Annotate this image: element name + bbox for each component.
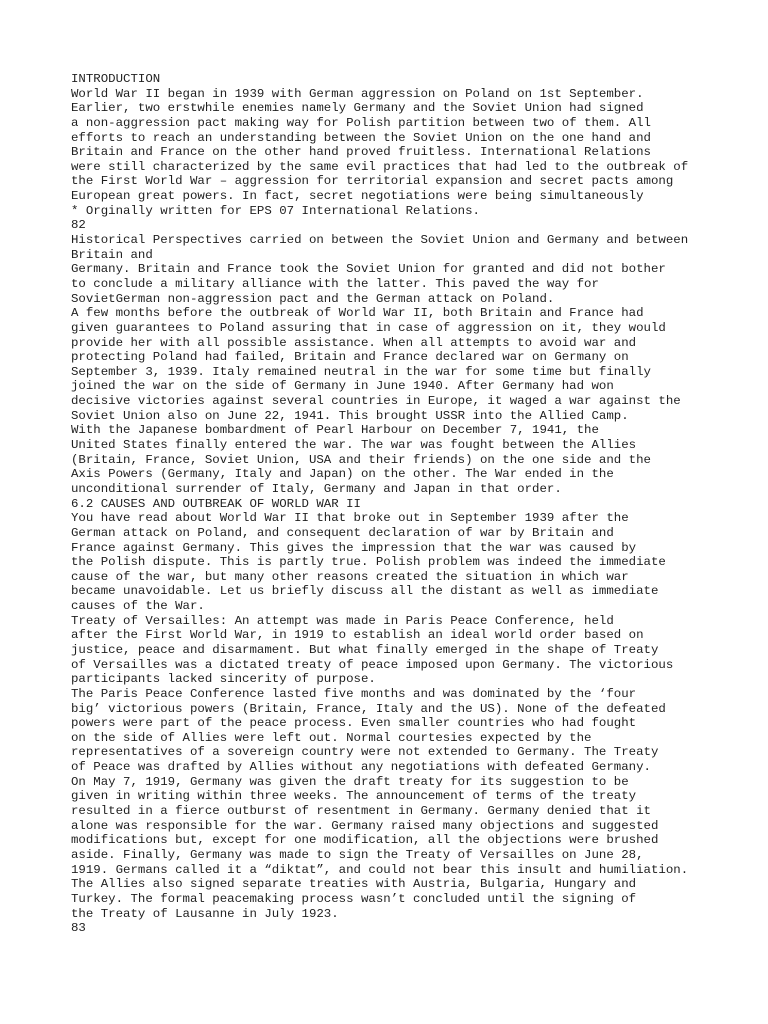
text-line: Germany. Britain and France took the Soviet Union for granted and did not bother bbox=[71, 262, 666, 277]
text-line: decisive victories against several countries in Europe, it waged a war against the bbox=[71, 394, 681, 409]
text-line: Turkey. The formal peacemaking process wasn’t concluded until the signing of bbox=[71, 891, 637, 906]
text-line: the Polish dispute. This is partly true. Polish problem was indeed the immediate bbox=[71, 555, 666, 570]
text-line: You have read about World War II that broke out in September 1939 after the bbox=[71, 511, 629, 526]
text-line: aside. Finally, Germany was made to sign the Treaty of Versailles on June 28, bbox=[71, 847, 644, 862]
text-line: Britain and France on the other hand proved fruitless. International Relations bbox=[71, 145, 651, 160]
text-line: given guarantees to Poland assuring that in case of aggression on it, they would bbox=[71, 320, 666, 335]
text-line: big’ victorious powers (Britain, France, Italy and the US). None of the defeated bbox=[71, 701, 666, 716]
text-line: Treaty of Versailles: An attempt was made in Paris Peace Conference, held bbox=[71, 613, 614, 628]
text-line: the Treaty of Lausanne in July 1923. bbox=[71, 906, 339, 921]
text-line: became unavoidable. Let us briefly discuss all the distant as well as immediate bbox=[71, 584, 659, 599]
text-line: On May 7, 1919, Germany was given the draft treaty for its suggestion to be bbox=[71, 774, 629, 789]
text-line: to conclude a military alliance with the latter. This paved the way for bbox=[71, 276, 599, 291]
text-line: (Britain, France, Soviet Union, USA and their friends) on the one side and the bbox=[71, 452, 651, 467]
text-line: after the First World War, in 1919 to establish an ideal world order based on bbox=[71, 628, 644, 643]
text-line: September 3, 1939. Italy remained neutral in the war for some time but finally bbox=[71, 364, 651, 379]
text-line: alone was responsible for the war. Germany raised many objections and suggested bbox=[71, 818, 659, 833]
text-line: causes of the War. bbox=[71, 599, 205, 614]
section-heading-causes: 6.2 CAUSES AND OUTBREAK OF WORLD WAR II bbox=[71, 496, 361, 511]
text-line: United States finally entered the war. The war was fought between the Allies bbox=[71, 438, 637, 453]
text-line: efforts to reach an understanding between the Soviet Union on the one hand and bbox=[71, 130, 651, 145]
text-line: German attack on Poland, and consequent declaration of war by Britain and bbox=[71, 525, 614, 540]
text-line: Britain and bbox=[71, 247, 153, 262]
text-line: representatives of a sovereign country were not extended to Germany. The Treaty bbox=[71, 745, 659, 760]
document-page bbox=[71, 72, 761, 936]
text-line: joined the war on the side of Germany in June 1940. After Germany had won bbox=[71, 379, 614, 394]
text-line: Soviet Union also on June 22, 1941. This brought USSR into the Allied Camp. bbox=[71, 408, 629, 423]
text-line: of Versailles was a dictated treaty of peace imposed upon Germany. The victorious bbox=[71, 657, 674, 672]
page-number: 82 bbox=[71, 218, 86, 233]
text-line: Axis Powers (Germany, Italy and Japan) on the other. The War ended in the bbox=[71, 467, 614, 482]
text-line: on the side of Allies were left out. Normal courtesies expected by the bbox=[71, 730, 592, 745]
text-line: France against Germany. This gives the impression that the war was caused by bbox=[71, 540, 637, 555]
text-line: SovietGerman non-aggression pact and the German attack on Poland. bbox=[71, 291, 555, 306]
text-line: participants lacked sincerity of purpose. bbox=[71, 672, 376, 687]
text-line: provide her with all possible assistance. When all attempts to avoid war and bbox=[71, 335, 637, 350]
section-heading-introduction: INTRODUCTION bbox=[71, 72, 161, 86]
text-line: World War II began in 1939 with German aggression on Poland on 1st September. bbox=[71, 86, 644, 101]
text-line: were still characterized by the same evil practices that had led to the outbreak of bbox=[71, 159, 689, 174]
text-line: 1919. Germans called it a “diktat”, and could not bear this insult and humiliation. bbox=[71, 862, 689, 877]
footnote: * Orginally written for EPS 07 International Relations. bbox=[71, 203, 480, 218]
text-line: justice, peace and disarmament. But what finally emerged in the shape of Treaty bbox=[71, 642, 659, 657]
text-line: Earlier, two erstwhile enemies namely Germany and the Soviet Union had signed bbox=[71, 101, 644, 116]
text-line: the First World War – aggression for territorial expansion and secret pacts among bbox=[71, 174, 674, 189]
text-line: The Allies also signed separate treaties with Austria, Bulgaria, Hungary and bbox=[71, 877, 637, 892]
text-line: The Paris Peace Conference lasted five months and was dominated by the ‘four bbox=[71, 686, 637, 701]
text-line: cause of the war, but many other reasons created the situation in which war bbox=[71, 569, 629, 584]
text-line: powers were part of the peace process. Even smaller countries who had fought bbox=[71, 716, 637, 731]
text-line: With the Japanese bombardment of Pearl Harbour on December 7, 1941, the bbox=[71, 423, 599, 438]
text-line: of Peace was drafted by Allies without any negotiations with defeated Germany. bbox=[71, 760, 651, 775]
text-line: a non-aggression pact making way for Polish partition between two of them. All bbox=[71, 115, 651, 130]
text-line: European great powers. In fact, secret negotiations were being simultaneously bbox=[71, 189, 644, 204]
text-line: unconditional surrender of Italy, Germany and Japan in that order. bbox=[71, 481, 562, 496]
text-line: A few months before the outbreak of World War II, both Britain and France had bbox=[71, 306, 644, 321]
text-line: modifications but, except for one modification, all the objections were brushed bbox=[71, 833, 659, 848]
text-line: Historical Perspectives carried on between the Soviet Union and Germany and between bbox=[71, 233, 689, 248]
page-number: 83 bbox=[71, 921, 86, 936]
text-line: resulted in a fierce outburst of resentment in Germany. Germany denied that it bbox=[71, 804, 651, 819]
text-line: given in writing within three weeks. The announcement of terms of the treaty bbox=[71, 789, 637, 804]
text-line: protecting Poland had failed, Britain and France declared war on Germany on bbox=[71, 350, 629, 365]
